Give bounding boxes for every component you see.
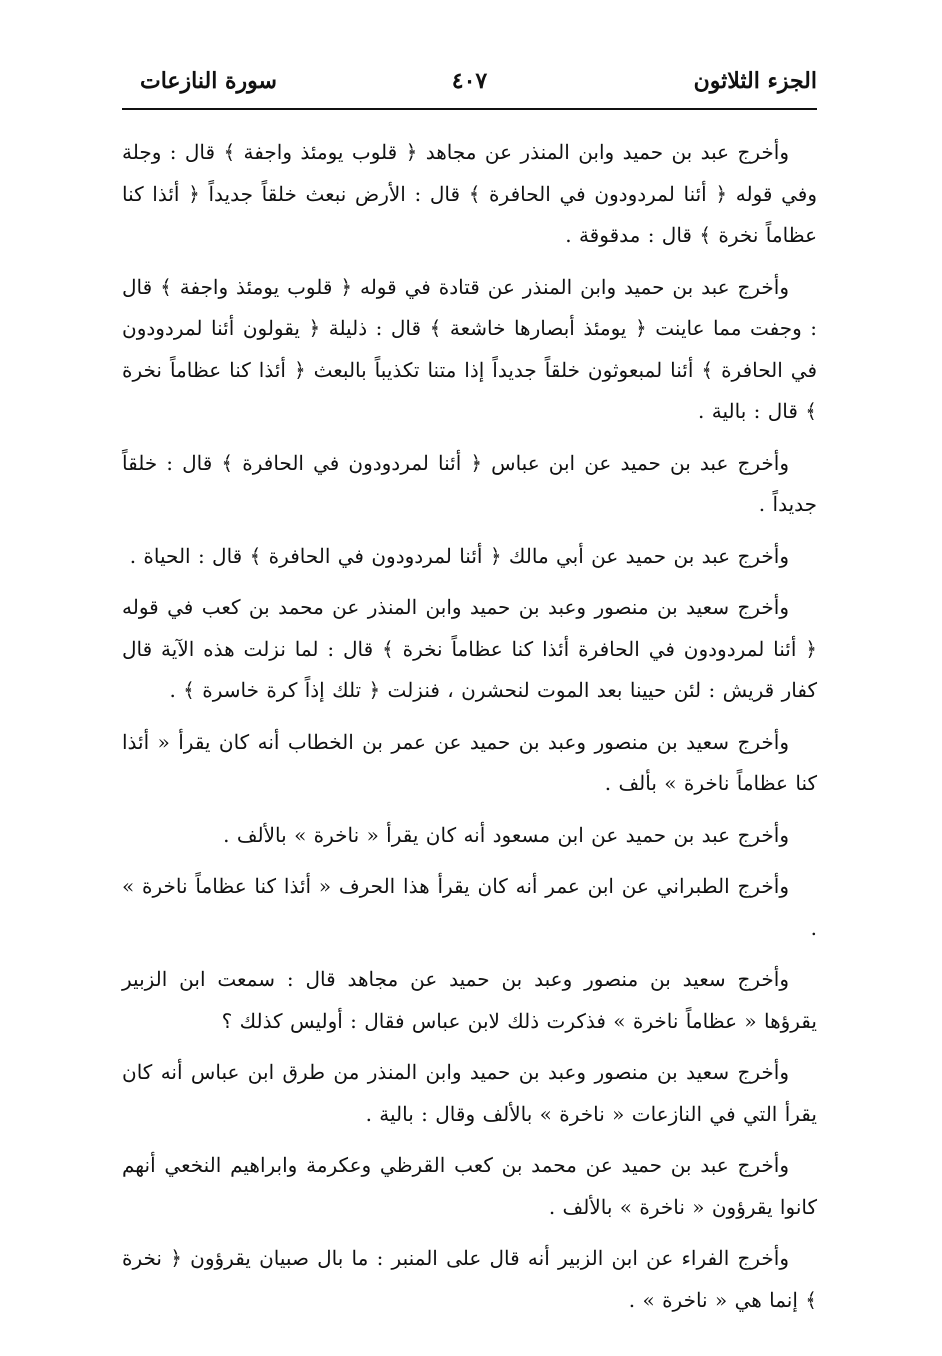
paragraph: وأخرج عبد بن حميد وابن المنذر عن مجاهد ﴿ قلوب يومئذ واجفة ﴾ قال : وجلة وفي قوله ﴿ أئنا لمردودون في الحافرة ﴾ قال : الأرض نبعث خلقاً جديداً ﴿ أئذا كنا عظاماً نخرة ﴾ قال : مدقوقة . [122, 140, 817, 247]
running-header [122, 62, 817, 110]
surah-title: سورة النازعات [140, 68, 277, 94]
paragraph: وأخرج عبد بن حميد عن أبي مالك ﴿ أئنا لمردودون في الحافرة ﴾ قال : الحياة . [129, 543, 789, 568]
book-page [122, 62, 817, 1331]
page-body [122, 110, 817, 1321]
paragraph: وأخرج عبد بن حميد عن محمد بن كعب القرظي وعكرمة وابراهيم النخعي أنهم كانوا يقرؤون « ناخرة » بالألف . [122, 1153, 817, 1219]
part-title: الجزء الثلاثون [693, 68, 817, 94]
paragraph: وأخرج الفراء عن ابن الزبير أنه قال على المنبر : ما بال صبيان يقرؤون ﴿ نخرة ﴾ إنما هي « ناخرة » . [122, 1246, 817, 1312]
paragraph: وأخرج سعيد بن منصور وعبد بن حميد عن عمر بن الخطاب أنه كان يقرأ « أئذا كنا عظاماً ناخرة » بألف . [122, 729, 817, 795]
paragraph: وأخرج سعيد بن منصور وعبد بن حميد عن مجاهد قال : سمعت ابن الزبير يقرؤها « عظاماً ناخرة » فذكرت ذلك لابن عباس فقال : أوليس كذلك ؟ [122, 967, 817, 1033]
paragraph: وأخرج عبد بن حميد وابن المنذر عن قتادة في قوله ﴿ قلوب يومئذ واجفة ﴾ قال : وجفت مما عاينت ﴿ يومئذ أبصارها خاشعة ﴾ قال : ذليلة ﴿ يقولون أئنا لمردودون في الحافرة ﴾ أئنا لمبعوثون خلقاً جديداً إذا متنا تكذيباً بالبعث ﴿ أئذا كنا عظاماً نخرة ﴾ قال : بالية . [122, 274, 817, 423]
paragraph: وأخرج الطبراني عن ابن عمر أنه كان يقرأ هذا الحرف « أئذا كنا عظاماً ناخرة » . [122, 874, 817, 940]
paragraph: وأخرج سعيد بن منصور وعبد بن حميد وابن المنذر عن محمد بن كعب في قوله ﴿ أئنا لمردودون في الحافرة أئذا كنا عظاماً نخرة ﴾ قال : لما نزلت هذه الآية قال كفار قريش : لئن حيينا بعد الموت لنحشرن ، فنزلت ﴿ تلك إذاً كرة خاسرة ﴾ . [122, 595, 817, 702]
page-number: ٤٠٧ [451, 68, 488, 94]
paragraph: وأخرج عبد بن حميد عن ابن مسعود أنه كان يقرأ « ناخرة » بالألف . [223, 822, 789, 847]
paragraph: وأخرج سعيد بن منصور وعبد بن حميد وابن المنذر من طرق ابن عباس أنه كان يقرأ التي في النازعات « ناخرة » بالألف وقال : بالية . [122, 1060, 817, 1126]
paragraph: وأخرج عبد بن حميد عن ابن عباس ﴿ أئنا لمردودون في الحافرة ﴾ قال : خلقاً جديداً . [122, 450, 817, 516]
